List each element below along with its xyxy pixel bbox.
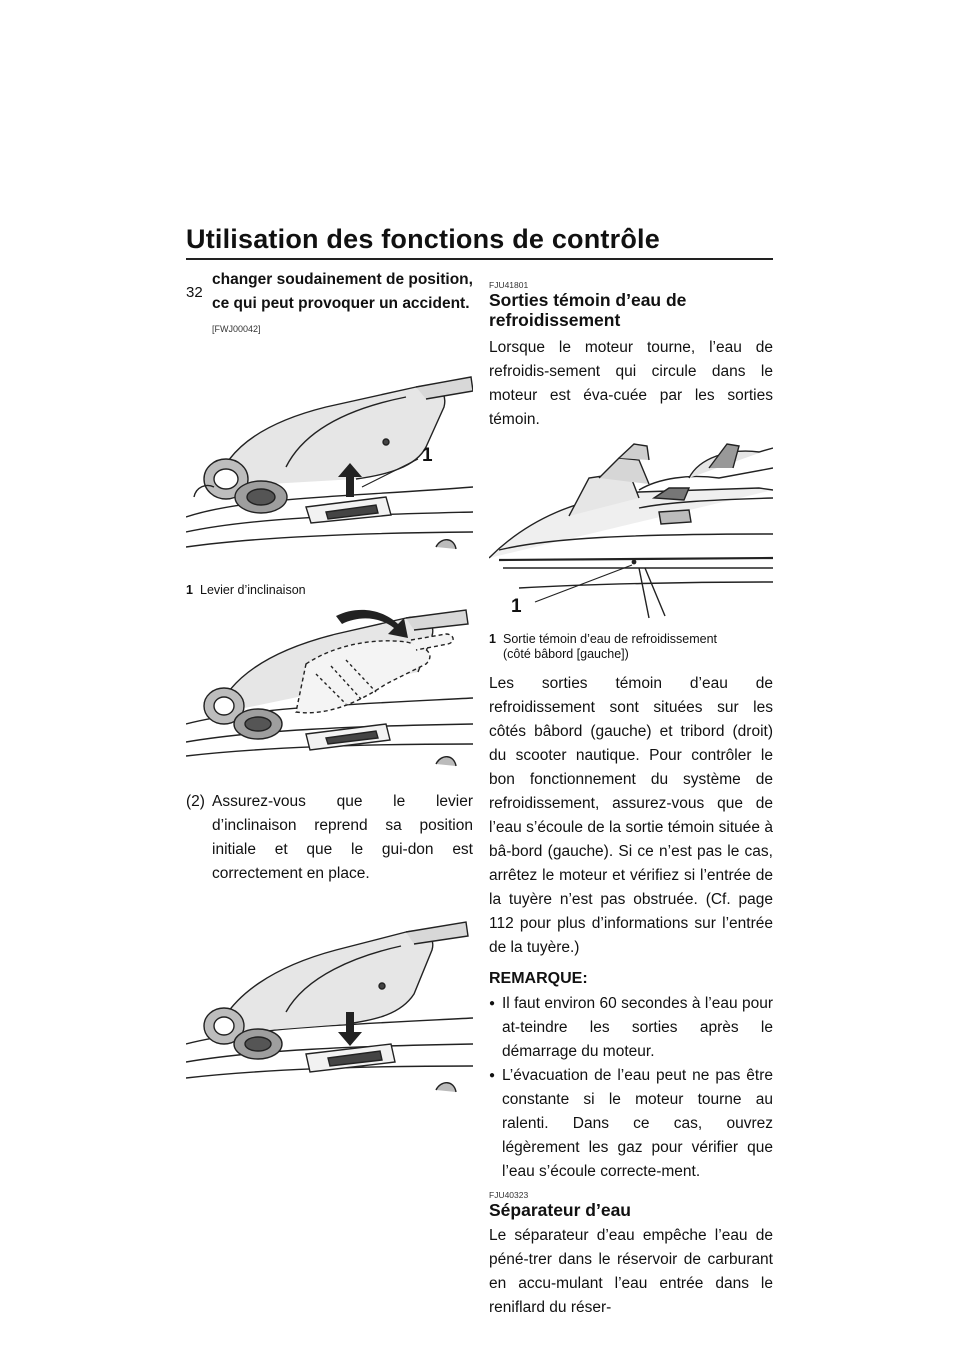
tilt-lever-illustration-1 (186, 347, 473, 579)
pilot-outlet-caption-num: 1 (489, 632, 496, 646)
bullet-icon: ● (489, 998, 496, 1009)
warning-text: changer soudainement de position, ce qui peut provoquer un accident. (212, 271, 473, 312)
figure1-caption-num: 1 (186, 583, 193, 597)
step-2 (186, 790, 473, 886)
figure1-caption (186, 583, 473, 598)
pilot-outlet-caption-line2: (côté bâbord [gauche]) (503, 647, 629, 661)
separator-section-code: FJU40323 (489, 1190, 529, 1200)
separator-body: Le séparateur d’eau empêche l’eau de péné-trer dans le réservoir de carburant en accu-mulant l’eau entrée dans le reniflard du réser- (489, 1227, 773, 1316)
left-column (186, 268, 473, 1106)
page-number: 32 (186, 284, 203, 301)
right-column (489, 268, 773, 1320)
remark-title: REMARQUE: (489, 970, 588, 987)
remark-list (489, 992, 773, 1184)
page-title: Utilisation des fonctions de contrôle (186, 224, 660, 254)
pilot-outlet-caption (489, 632, 773, 662)
step-2-number: (2) (186, 793, 205, 810)
pilot-outlet-caption-line1: Sortie témoin d’eau de refroidissement (503, 632, 718, 646)
step-2-text: Assurez-vous que le levier d’inclinaison reprend sa position initiale et que le gui-don est correctement en place. (212, 793, 473, 882)
bullet-icon: ● (489, 1070, 496, 1081)
cooling-section-title: Sorties témoin d’eau de refroidissement (489, 290, 687, 330)
figure1-caption-text: Levier d’inclinaison (200, 583, 306, 597)
warning-code: [FWJ00042] (212, 324, 261, 334)
tilt-lever-illustration-3 (186, 894, 473, 1106)
separator-section-title: Séparateur d’eau (489, 1200, 631, 1220)
remark-item-1: Il faut environ 60 secondes à l’eau pour at-teindre les sorties après le démarrage du moteur. (502, 995, 773, 1060)
list-item (489, 992, 773, 1064)
pilot-outlet-illustration (489, 438, 773, 628)
warning-tail (186, 268, 473, 341)
cooling-body: Les sorties témoin d’eau de refroidissement sont situées sur les côtés bâbord (gauche) et tribord (droit) du scooter nautique. Pour contrôler le bon fonctionnement du système de refroidissement, assurez-vous que de l’eau s’écoule de la sortie témoin située à bâ-bord (gauche). Si ce n’est pas le cas, arrêtez le moteur et vérifiez si l’entrée de la tuyère n’est pas obstruée. (Cf. page 112 pour plus d’informations sur l’entrée de la tuyère.) (489, 675, 773, 956)
cooling-intro: Lorsque le moteur tourne, l’eau de refroidis-sement qui circule dans le moteur est éva-cuée par les sorties témoin. (489, 339, 773, 428)
header-rule (186, 258, 773, 260)
tilt-lever-illustration-2 (186, 604, 473, 780)
list-item (489, 1064, 773, 1184)
cooling-section-code: FJU41801 (489, 280, 529, 290)
remark-item-2: L’évacuation de l’eau peut ne pas être constante si le moteur tourne au ralenti. Dans ce cas, ouvrez légèrement les gaz pour vérifier que l’eau s’écoule correcte-ment. (502, 1067, 773, 1180)
pilot-outlet-callout: 1 (511, 596, 522, 617)
figure1-callout: 1 (422, 445, 433, 466)
